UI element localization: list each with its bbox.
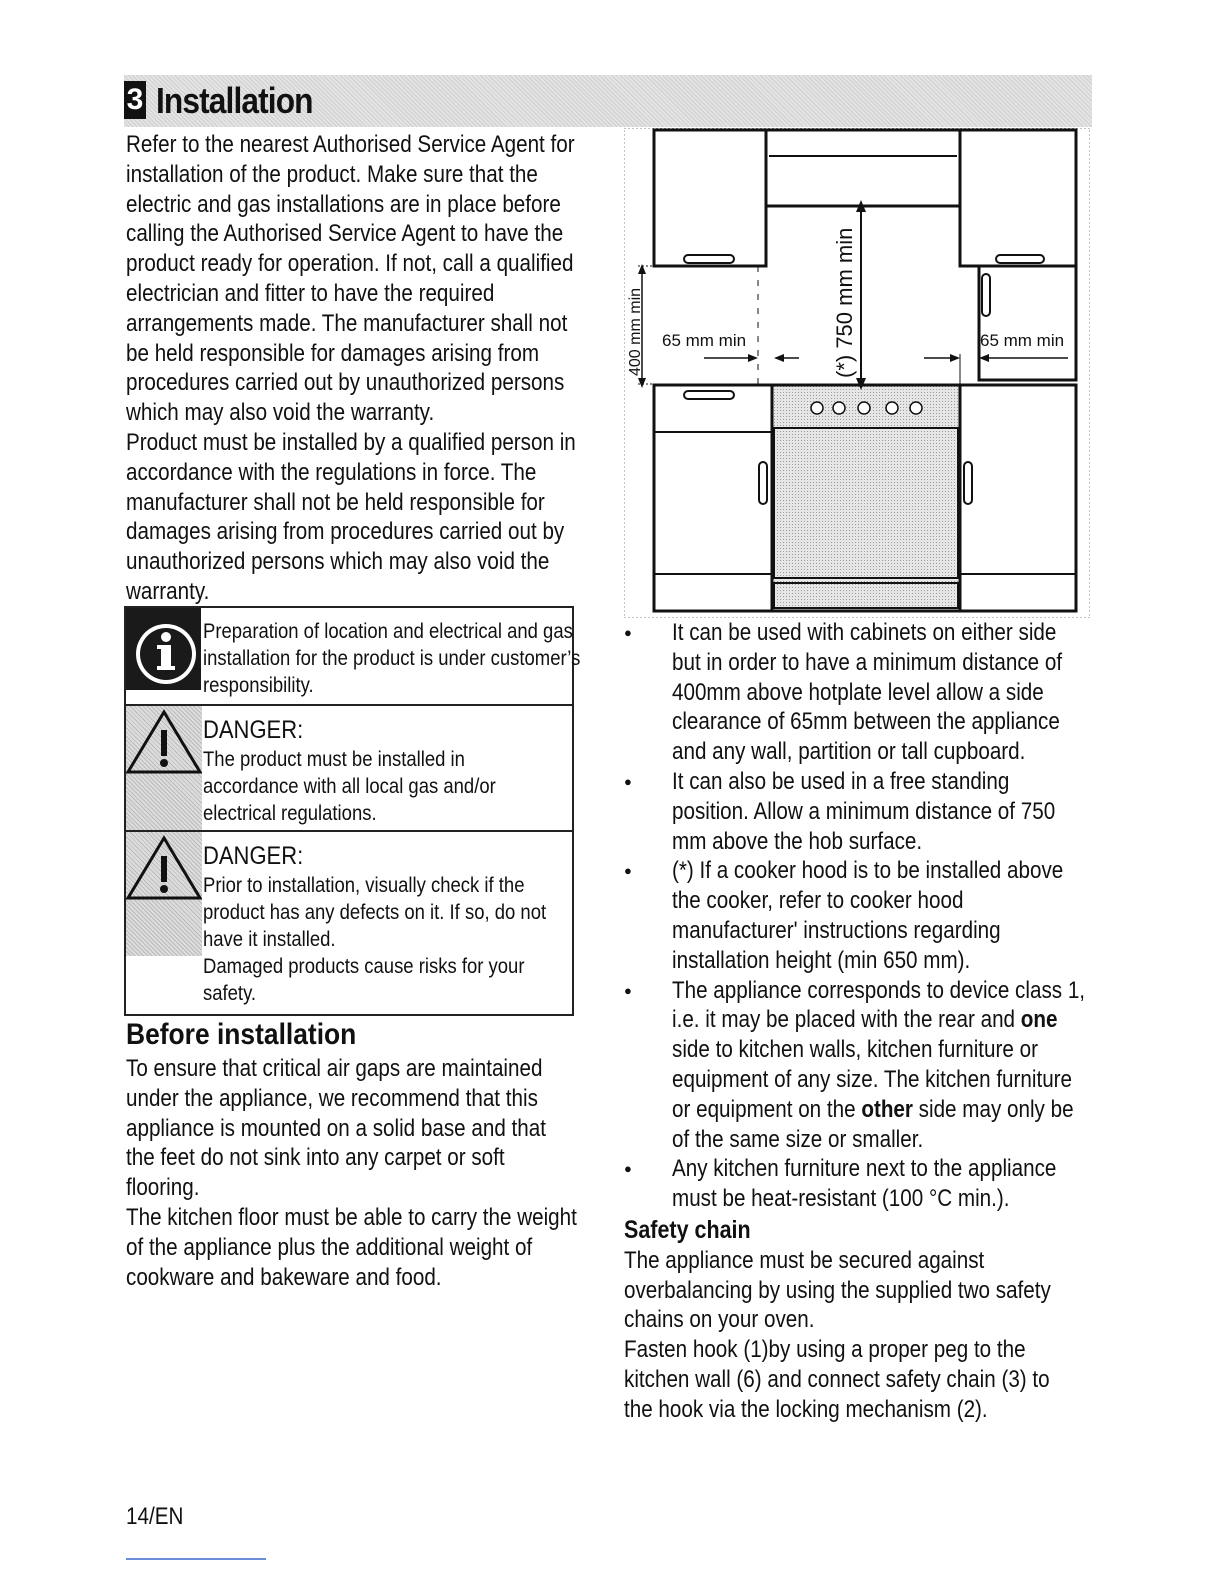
chapter-number: 3 [124,81,146,119]
paragraph: Refer to the nearest Authorised Service Agent for installation of the product. Make sure that the electric and gas installations are in place before calling the Authorised Service Agent to have the product ready for operation. If not, call a qualified electrician and fitter to have the required arrangements made. The manufacturer shall not be held responsible for damages arising from procedures carried out by unauthorized persons which may also void the warranty. [126,131,581,427]
danger-note-2 [124,830,574,1016]
dimension-750-label: (*) 750 mm min [832,227,857,378]
danger-text: Damaged products cause risks for your safety. [203,955,530,1005]
requirements-list [624,618,1094,1425]
danger-note-1 [124,704,574,832]
danger-text: The product must be installed in accordance with all local gas and/or electrical regulations. [203,748,501,825]
warning-icon [126,832,202,956]
list-item: ● The appliance corresponds to device class 1, i.e. it may be placed with the rear and one side to kitchen walls, kitchen furniture or equipment of any size. The kitchen furniture or equipment on the other side may only be of the same size or smaller. [624,976,1094,1155]
info-icon [126,608,201,690]
paragraph: Product must be installed by a qualified person in accordance with the regulations in force. The manufacturer shall not be held responsible for damages arising from procedures carried out by unauthorized persons which may also void the warranty. [126,428,582,605]
before-installation-text [126,1054,596,1292]
paragraph: Fasten hook (1)by using a proper peg to the kitchen wall (6) and connect safety chain (3) to the hook via the locking mechanism (2). [624,1336,1056,1423]
installation-diagram [624,128,1090,618]
dimension-400-label: 400 mm min [627,287,644,376]
footer-line [126,1558,266,1560]
section-heading-before-installation: Before installation [126,1018,357,1051]
paragraph: The appliance must be secured against overbalancing by using the supplied two safety chains on your oven. [624,1246,1057,1334]
danger-text: Prior to installation, visually check if the product has any defects on it. If so, do not have it installed. [203,874,552,951]
list-item: ● (*) If a cooker hood is to be installed above the cooker, refer to cooker hood manufacturer' instructions regarding installation height (min 650 mm). [624,856,1094,975]
chapter-header [124,75,1092,127]
section-heading-safety-chain: Safety chain [624,1215,751,1244]
page-number: 14/EN [126,1503,184,1530]
list-item: ● It can be used with cabinets on either side but in order to have a minimum distance of 400mm above hotplate level allow a side clearance of 65mm between the appliance and any wall, partition or tall cupboard. [624,618,1094,767]
intro-text [126,130,596,607]
warning-icon [126,706,202,830]
list-item: ● Any kitchen furniture next to the appliance must be heat-resistant (100 °C min.). [624,1154,1094,1214]
paragraph: The kitchen floor must be able to carry the weight of the appliance plus the additional weight of cookware and bakeware and food. [126,1203,583,1291]
dimension-65-left-label: 65 mm min [662,331,747,350]
danger-heading: DANGER: [203,842,304,870]
dimension-65-right-label: 65 mm min [980,331,1065,350]
info-note [124,606,586,706]
paragraph: To ensure that critical air gaps are maintained under the appliance, we recommend that this appliance is mounted on a solid base and that the feet do not sink into any carpet or soft flooring. [126,1055,552,1202]
list-item: ● It can also be used in a free standing position. Allow a minimum distance of 750 mm above the hob surface. [624,767,1094,856]
danger-heading: DANGER: [203,716,304,744]
chapter-title: Installation [156,80,313,121]
info-note-text: Preparation of location and electrical and gas installation for the product is under customer’s responsibility. [203,620,586,697]
